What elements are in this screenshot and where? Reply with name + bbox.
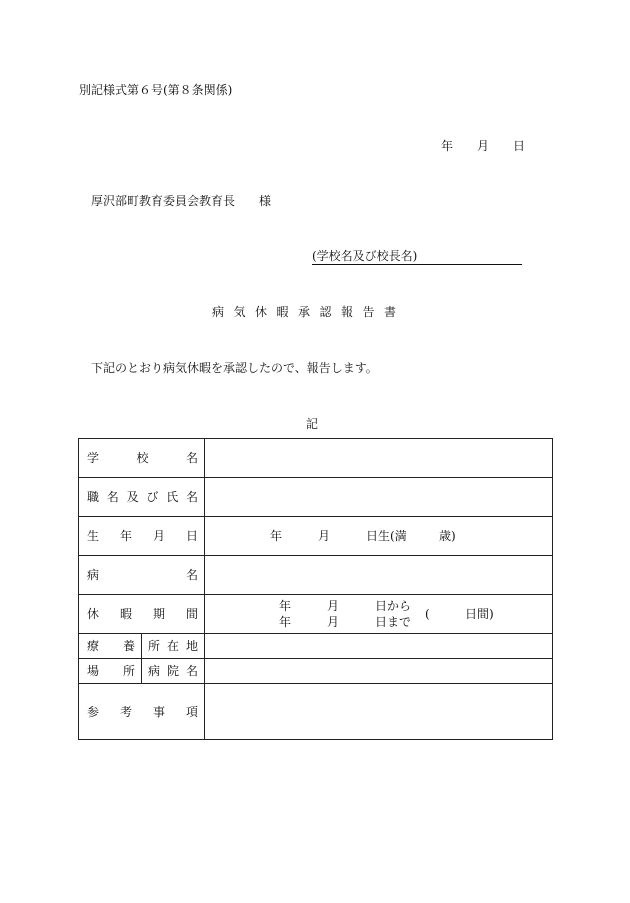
row-position-name: [79, 478, 553, 517]
row-birth-date: [79, 517, 553, 556]
value-hospital: [205, 659, 553, 684]
days-open: (: [425, 607, 430, 621]
to-day: 日まで: [375, 615, 412, 629]
row-leave-period: [79, 595, 553, 634]
birth-day-age: 日生(満: [366, 529, 407, 543]
row-recovery-location: [79, 634, 553, 659]
days-close: 日間): [465, 607, 494, 621]
value-birth-date: [205, 517, 553, 556]
from-year: 年: [279, 599, 292, 613]
date-year: 年: [441, 139, 454, 153]
value-leave-period: [205, 595, 553, 634]
label-position-name: 職名及び氏名: [79, 478, 205, 517]
from-month: 月: [327, 599, 340, 613]
value-remarks: [205, 684, 553, 740]
label-recovery-2: 場所: [79, 659, 142, 684]
ki-heading: 記: [306, 417, 319, 431]
birth-year: 年: [270, 529, 283, 543]
date-day: 日: [513, 139, 526, 153]
value-location: [205, 634, 553, 659]
date-line: [441, 139, 525, 153]
birth-age-unit: 歳): [439, 529, 456, 543]
label-leave-period: 休暇期間: [79, 595, 205, 634]
row-remarks: [79, 684, 553, 740]
label-recovery-1: 療養: [79, 634, 142, 659]
to-month: 月: [327, 615, 340, 629]
value-position-name: [205, 478, 553, 517]
birth-month: 月: [318, 529, 331, 543]
from-day: 日から: [375, 599, 412, 613]
date-month: 月: [477, 139, 490, 153]
form-number: 別記様式第６号(第８条関係): [79, 83, 233, 97]
body-text: 下記のとおり病気休暇を承認したので、報告します。: [91, 361, 378, 375]
row-illness: [79, 556, 553, 595]
value-school-name: [205, 439, 553, 478]
document-title: 病気休暇承認報告書: [212, 305, 406, 319]
label-hospital: 病院名: [142, 659, 205, 684]
to-year: 年: [279, 615, 292, 629]
label-school-name: 学校名: [79, 439, 205, 478]
label-remarks: 参考事項: [79, 684, 205, 740]
label-illness: 病名: [79, 556, 205, 595]
label-location: 所在地: [142, 634, 205, 659]
row-school-name: [79, 439, 553, 478]
label-birth-date: 生年月日: [79, 517, 205, 556]
value-illness: [205, 556, 553, 595]
row-recovery-hospital: [79, 659, 553, 684]
report-table: [78, 438, 553, 740]
sender-line: (学校名及び校長名): [312, 249, 522, 265]
addressee: 厚沢部町教育委員会教育長 様: [91, 194, 272, 208]
